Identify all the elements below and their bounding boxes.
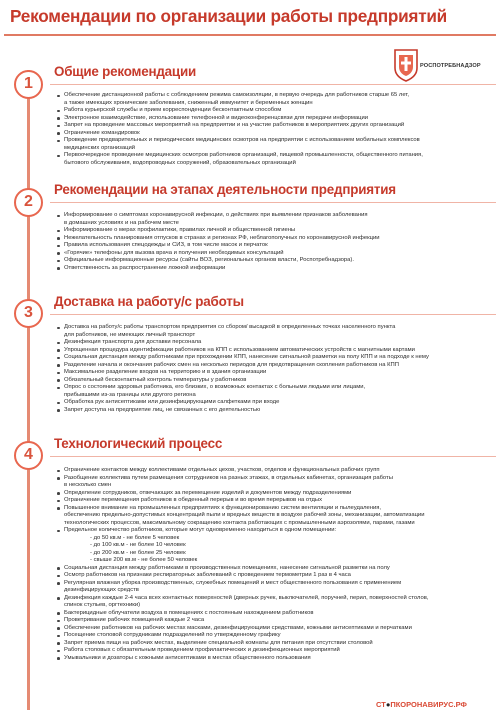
list-item: в несколько смен [64,482,112,488]
footer-text-part: .РФ [453,700,467,709]
list-item: Обработка рук антисептиками или дезинфицирующими салфетками при входе [56,399,494,407]
section-title-stages: Рекомендации на этапах деятельности предприятия [54,182,396,197]
list-item-sub: - до 50 кв.м - не более 5 человек [90,534,180,541]
list-item: Запрет на проведение массовых мероприятий на предприятии и на участие работников в мероприятиях других организаций [56,122,494,130]
list-item: Предельное количество работников, которые могут одновременно находиться в одном помещении: [56,527,494,535]
list-item: обеспечению предельно-допустимых концентраций пыли и вредных веществ в воздухе рабочей зоны, механизации, автоматизации [64,512,425,518]
list-item: Ограничение командировок [56,130,494,138]
section-divider [50,84,496,85]
section-list-general [56,92,494,167]
section-number-4: 4 [14,441,43,470]
list-item: Информирование о мерах профилактики, правилах личной и общественной гигиены [56,227,494,235]
timeline-line [27,70,30,710]
list-item: Обязательный бесконтактный контроль температуры у работников [56,377,494,385]
list-item: Повышенное внимание на промышленных предприятиях к функционированию систем вентиляции и пылеудаления, [56,505,494,513]
list-item: дезинфицирующих средств [64,587,139,593]
section-divider [50,314,496,315]
list-item: Бактерицидные облучатели воздуха в помещениях с постоянным нахождением работников [56,610,494,618]
list-item: Опрос о состоянии здоровья работника, его близких, о возможных контактах с больными людьми или лицами, [56,384,494,392]
list-item: «Горячие» телефоны для вызова врача и получения необходимых консультаций [56,250,494,258]
footer-site-link[interactable] [376,700,467,709]
list-item-sub: - свыше 200 кв.м - не более 50 человек [90,557,198,563]
section-list-technology [56,467,494,662]
list-item: Разделение начала и окончания рабочих смен на несколько периодов для предотвращения скопления работников на КПП [56,362,494,370]
footer-text-part: ПКОРОНАВИРУС [390,700,454,709]
list-item: Запрет доступа на предприятие лиц, не связанных с его деятельностью [56,407,494,415]
section-number-1: 1 [14,70,43,99]
list-item: Проведение предварительных и периодических медицинских осмотров на предприятии с использованием мобильных комплексов [56,137,494,145]
list-item: Определение сотрудников, отвечающих за перемещение изделий и документов между подразделениями [56,490,494,498]
emblem-icon [392,48,420,82]
list-item: Работа столовых с обязательным проведением профилактических и дезинфекционных мероприятий [56,647,494,655]
list-item: бытового обслуживания, водопроводных сооружений, образовательных организаций [64,159,296,166]
section-list-stages [56,212,494,272]
logo-text: РОСПОТРЕБНАДЗОР [420,63,481,69]
list-item: Работа курьерской службы и прием корреспонденции бесконтактным способом [56,107,494,115]
title-divider [4,34,496,36]
list-item: Осмотр работников на признаки респираторных заболеваний с проведением термометрии 1 раз в 4 часа [56,572,494,580]
section-title-technology: Технологический процесс [54,436,223,451]
list-item: Информирование о симптомах коронавирусной инфекции, о действиях при выявлении признаков заболевания [56,212,494,220]
section-list-delivery [56,324,494,414]
list-item: Ответственность за распространение ложной информации [56,265,494,273]
list-item: Обеспечение работников на рабочих местах масками, дезинфицирующими средствами, кожными антисептиками и перчатками [56,625,494,633]
list-item: Первоочередное проведение медицинских осмотров работников организаций, пищевой промышленности, общественного питания, [56,152,494,160]
page-title: Рекомендации по организации работы предприятий [10,6,447,26]
list-item: Дезинфекция каждые 2-4 часа всех контактных поверхностей (дверных ручек, выключателей, поручней, перил, поверхностей столов, [56,595,494,603]
list-item-sub: - до 100 кв.м - не более 10 человек [90,542,186,548]
section-divider [50,202,496,203]
section-number-2: 2 [14,188,43,217]
list-item: Обеспечение дистанционной работы с соблюдением режима самоизоляции, в первую очередь для работников старше 65 лет, [56,92,494,100]
stop-icon: ● [385,700,391,709]
list-item: а также имеющих хронические заболевания, сниженный иммунитет и беременных женщин [64,99,313,106]
list-item: Максимальное разделение входов на территорию и в здания организации [56,369,494,377]
list-item: технологических процессов, максимальному сокращению контакта работающих с промышленными аэрозолями, парами, газами [64,519,415,526]
list-item: в домашних условиях и на рабочем месте [64,219,179,226]
section-number-3: 3 [14,299,43,328]
list-item: Электронное взаимодействие, использование телефонной и видеоконференцсвязи для передачи информации [56,115,494,123]
list-item: Проветривание рабочих помещений каждые 2 часа [56,617,494,625]
list-item: спинок стульев, оргтехники) [64,602,141,608]
list-item: Социальная дистанция между работниками в производственных помещениях, нанесение сигнальной разметки на полу [56,565,494,573]
list-item: Дезинфекция транспорта для доставки персонала [56,339,494,347]
list-item: Запрет приема пищи на рабочих местах, выделение специальной комнаты для питания при отсутствии столовой [56,640,494,648]
list-item: Ограничение перемещения работников в обеденный перерыв и во время перерывов на отдых [56,497,494,505]
section-title-general: Общие рекомендации [54,64,197,79]
section-title-delivery: Доставка на работу/с работы [54,294,244,309]
list-item: Правила использования спецодежды и СИЗ, в том числе масок и перчаток [56,242,494,250]
list-item: для работников, не имеющих личный транспорт [64,331,196,338]
list-item-sub: - до 200 кв.м - не более 25 человек [90,549,186,556]
list-item: Официальные информационные ресурсы (сайты ВОЗ, региональных органов власти, Роспотребнадзора). [56,257,494,265]
list-item: Нежелательность планирования отпусков в странах и регионах РФ, неблагополучных по коронавирусной инфекции [56,235,494,243]
list-item: прибывшими из-за границы или другого региона [64,391,196,398]
list-item: Посещение столовой сотрудниками подразделений по утвержденному графику [56,632,494,640]
section-divider [50,456,496,457]
list-item: Регулярная влажная уборка производственных, служебных помещений и мест общественного пользования с применением [56,580,494,588]
list-item: Ограничение контактов между коллективами отдельных цехов, участков, отделов и функциональных рабочих групп [56,467,494,475]
list-item: Доставка на работу/с работы транспортом предприятия со сбором/ высадкой в определенных точках населенного пункта [56,324,494,332]
footer-text-part: СТ [376,700,386,709]
list-item: Упрощенная процедура идентификации работников на КПП с использованием автоматических устройств с магнитными картами [56,347,494,355]
list-item: Социальная дистанция между работниками при прохождении КПП, нанесение сигнальной разметки на полу КПП и на подходе к нему [56,354,494,362]
list-item: медицинских организаций [64,144,135,151]
rospotrebnadzor-logo [392,48,482,84]
list-item: Умывальники и дозаторы с кожными антисептиками в местах общественного пользования [56,655,494,663]
list-item: Разобщение коллектива путем размещения сотрудников на разных этажах, в отдельных кабинетах, организация работы [56,475,494,483]
